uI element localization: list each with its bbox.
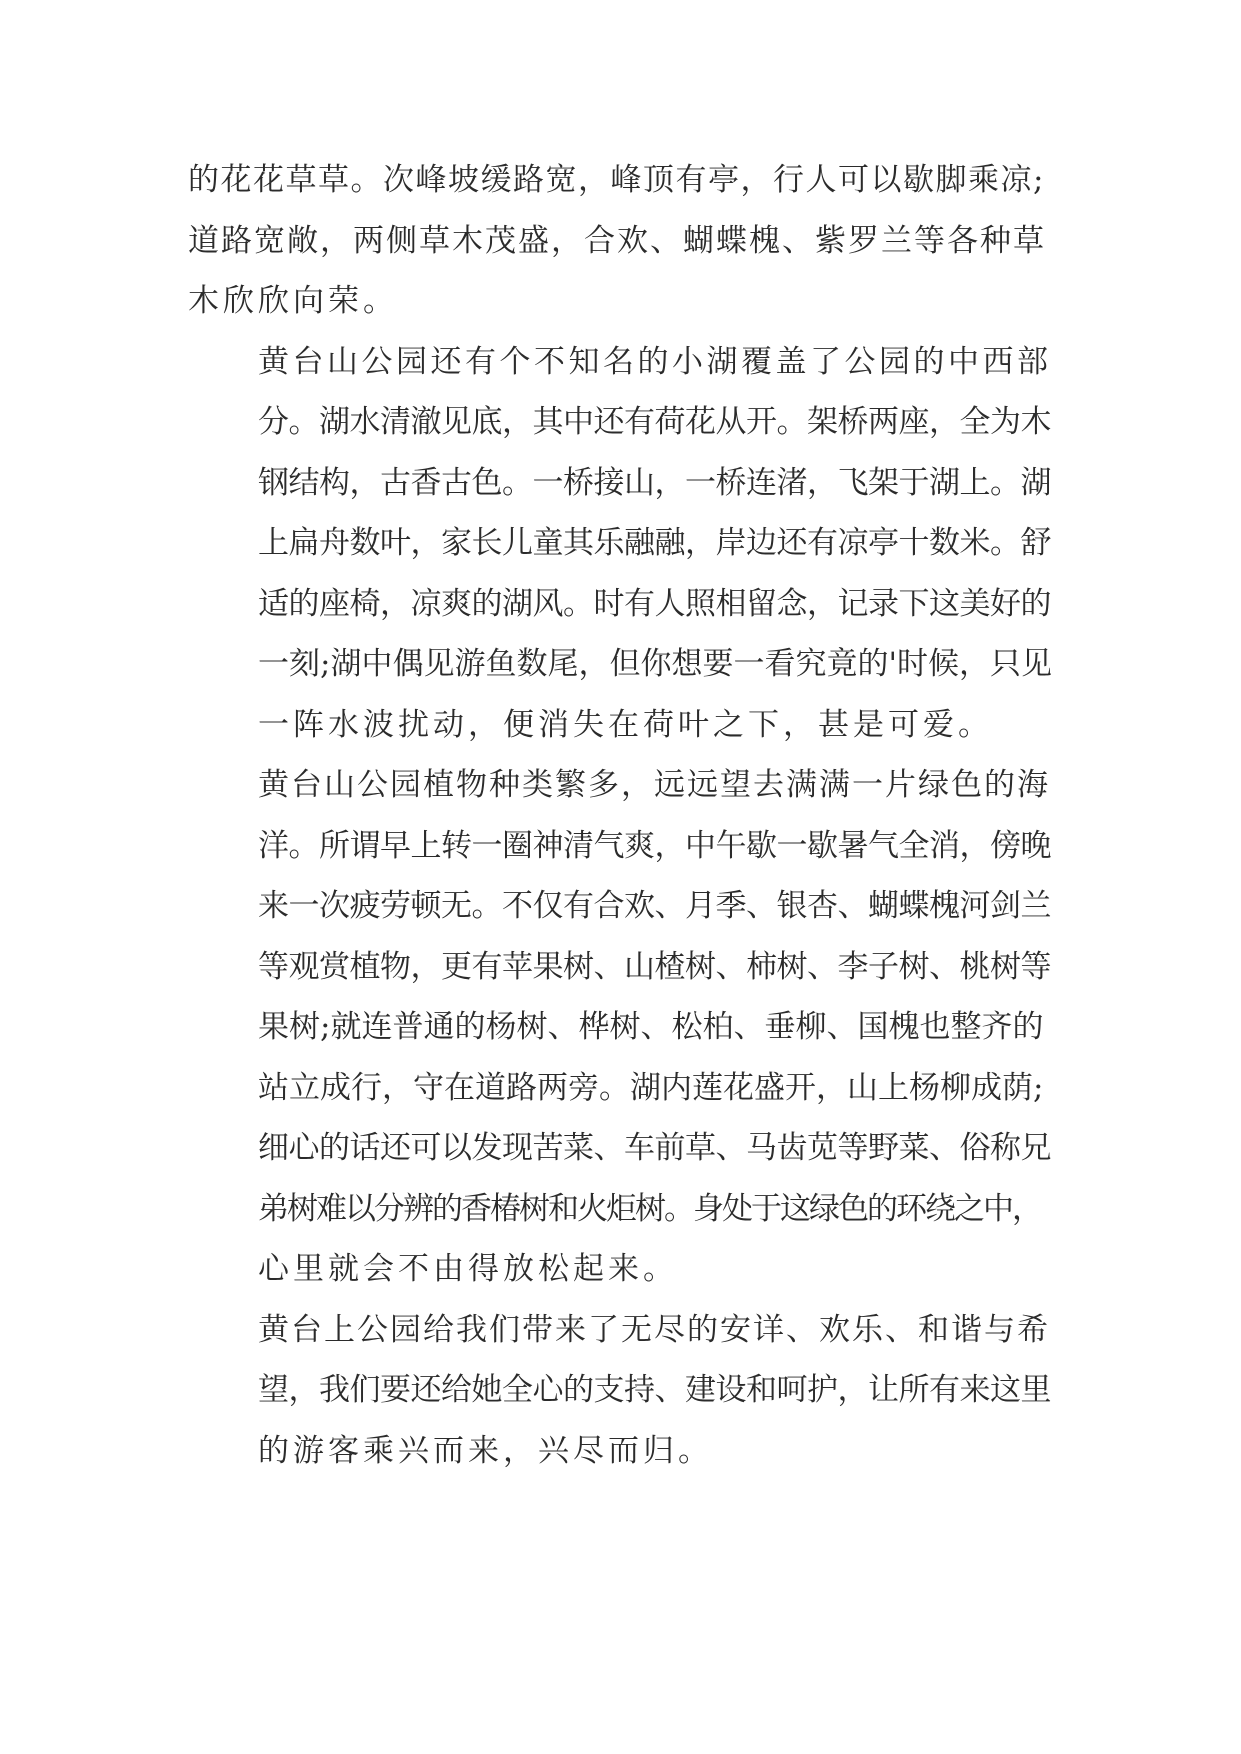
paragraph (188, 1300, 1054, 1482)
text-line: 分。湖水清澈见底，其中还有荷花从开。架桥两座，全为木 (258, 404, 1051, 440)
text-line: 弟树难以分辨的香椿树和火炬树。身处于这绿色的环绕之中， (258, 1190, 1041, 1227)
text-line: 望，我们要还给她全心的支持、建设和呵护，让所有来这里 (258, 1372, 1051, 1408)
text-line: 站立成行，守在道路两旁。湖内莲花盛开，山上杨柳成荫; (258, 1069, 1044, 1106)
text-line: 适的座椅，凉爽的湖风。时有人照相留念，记录下这美好的 (258, 585, 1051, 622)
text-line: 洋。所谓早上转一圈神清气爽，中午歇一歇暑气全消，傍晚 (258, 827, 1051, 864)
text-line: 道路宽敞，两侧草木茂盛，合欢、蝴蝶槐、紫罗兰等各种草 (188, 222, 1046, 259)
text-line: 黄台上公园给我们带来了无尽的安详、欢乐、和谐与希 (258, 1311, 1050, 1348)
paragraph (188, 755, 1054, 1300)
text-line: 一阵水波扰动，便消失在荷叶之下，甚是可爱。 (258, 706, 993, 743)
text-line: 钢结构，古香古色。一桥接山，一桥连渚，飞架于湖上。湖 (258, 464, 1051, 501)
text-line: 细心的话还可以发现苦菜、车前草、马齿苋等野菜、俗称兄 (258, 1130, 1051, 1166)
text-line: 上扁舟数叶，家长儿童其乐融融，岸边还有凉亭十数米。舒 (258, 525, 1051, 561)
text-line: 来一次疲劳顿无。不仅有合欢、月季、银杏、蝴蝶槐河剑兰 (258, 888, 1051, 924)
text-line: 果树;就连普通的杨树、桦树、松柏、垂柳、国槐也整齐的 (258, 1009, 1044, 1045)
text-line: 黄台山公园还有个不知名的小湖覆盖了公园的中西部 (258, 343, 1052, 380)
paragraph (188, 150, 1054, 332)
text-line: 心里就会不由得放松起来。 (258, 1251, 678, 1287)
text-line: 一刻;湖中偶见游鱼数尾，但你想要一看究竟的'时候，只见 (258, 646, 1052, 682)
text-line: 木欣欣向荣。 (188, 283, 398, 319)
text-line: 等观赏植物，更有苹果树、山楂树、柿树、李子树、桃树等 (258, 948, 1051, 985)
text-line: 黄台山公园植物种类繁多，远远望去满满一片绿色的海 (258, 767, 1050, 803)
text-line: 的游客乘兴而来，兴尽而归。 (258, 1432, 713, 1469)
paragraph (188, 332, 1054, 756)
document-body (188, 150, 1054, 1481)
text-line: 的花花草草。次峰坡缓路宽，峰顶有亭，行人可以歇脚乘凉; (188, 162, 1045, 198)
